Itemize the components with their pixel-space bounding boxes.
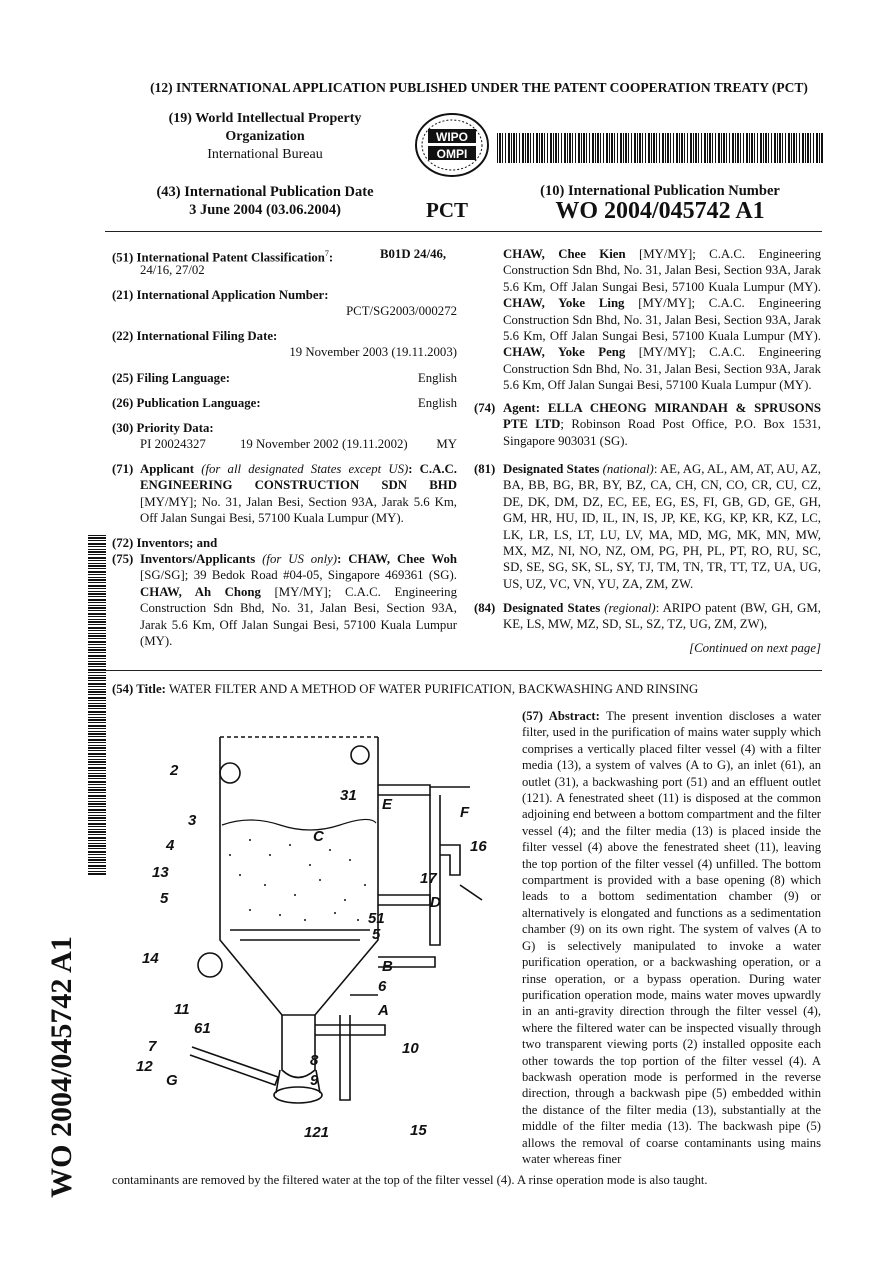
inventor-3: CHAW, Chee Kien [MY/MY]; C.A.C. Engineering Construction Sdn Bhd, No. 31, Jalan Besi, Section 93A, Jarak 5.6 Km, Off Jalan Sungai Besi, 57100 Kuala Lumpur (MY). CHAW, Yoke Ling [MY/MY]; C.A.C. Engineering Construction Sdn Bhd, No. 31, Jalan Besi, Section 93A, Jarak 5.6 Km, Off Jalan Sungai Besi, 57100 Kuala Lumpur (MY). CHAW, Yoke Peng [MY/MY]; C.A.C. Engineering Construction Sdn Bhd, No. 31, Jalan Besi, Section 93A, Jarak 5.6 Km, Off Jalan Sungai Besi, 57100 Kuala Lumpur (MY).	[503, 247, 821, 393]
field-84: Designated States (regional): ARIPO patent (BW, GH, GM, KE, LS, MW, MZ, SD, SL, SZ, TZ, UG, ZM, ZW),	[503, 601, 821, 632]
svg-text:10: 10	[402, 1040, 419, 1057]
svg-text:D: D	[430, 894, 441, 911]
svg-text:B: B	[382, 958, 393, 975]
svg-text:G: G	[166, 1072, 178, 1089]
field-22-label: (22) International Filing Date:	[112, 329, 278, 343]
pub-date-label: (43) International Publication Date	[156, 184, 374, 200]
wipo-logo	[413, 112, 491, 178]
svg-text:61: 61	[194, 1020, 211, 1037]
svg-text:14: 14	[142, 950, 159, 967]
field-25-label: (25) Filing Language:	[112, 371, 231, 385]
barcode	[497, 133, 823, 163]
svg-text:5: 5	[372, 926, 381, 943]
pub-number-value: WO 2004/045742 A1	[555, 198, 765, 224]
field-51-cont: 24/16, 27/02	[140, 263, 205, 277]
field-30-country: MY	[436, 437, 457, 451]
filter-figure	[130, 725, 515, 1145]
org-line2: Organization	[225, 129, 305, 144]
svg-text:16: 16	[470, 838, 487, 855]
svg-text:E: E	[382, 796, 393, 813]
field-75: Inventors/Applicants (for US only): CHAW, Chee Woh [SG/SG]; 39 Bedok Road #04-05, Singapore 469361 (SG). CHAW, Ah Chong [MY/MY]; C.A.C. Engineering Construction Sdn Bhd, No. 31, Jalan Besi, Section 93A, Jarak 5.6 Km, Off Jalan Sungai Besi, 57100 Kuala Lumpur (MY).	[140, 552, 457, 649]
svg-text:8: 8	[310, 1052, 319, 1069]
treaty-line: (12) INTERNATIONAL APPLICATION PUBLISHED UNDER THE PATENT COOPERATION TREATY (PCT)	[150, 80, 808, 95]
svg-text:A: A	[378, 1002, 389, 1019]
field-71-num: (71)	[112, 462, 134, 476]
field-74-num: (74)	[474, 401, 496, 415]
field-30-app: PI 20024327	[140, 437, 206, 451]
svg-text:15: 15	[410, 1122, 427, 1139]
field-22-value: 19 November 2003 (19.11.2003)	[289, 345, 457, 359]
svg-text:F: F	[460, 804, 470, 821]
svg-text:4: 4	[166, 837, 175, 854]
field-25-value: English	[417, 371, 457, 385]
pub-date-value: 3 June 2004 (03.06.2004)	[189, 202, 341, 218]
field-81: Designated States (national): AE, AG, AL, AM, AT, AU, AZ, BA, BB, BG, BR, BY, BZ, CA, CH, CN, CO, CR, CU, CZ, DE, DK, DM, DZ, EC, EE, EG, ES, FI, GB, GD, GE, GH, GM, HR, HU, ID, IL, IN, IS, JP, KE, KG, KP, KR, KZ, LC, LK, LR, LS, LT, LU, LV, MA, MD, MG, MK, MN, MW, MX, MZ, NI, NO, NZ, OM, PG, PH, PL, PT, RO, RU, SC, SD, SE, SG, SK, SL, SY, TJ, TM, TN, TR, TT, TZ, UA, UG, US, UZ, VC, VN, YU, ZA, ZM, ZW.	[503, 462, 821, 591]
title-divider	[105, 670, 822, 671]
svg-text:WIPO: WIPO	[436, 130, 468, 144]
svg-text:3: 3	[188, 812, 197, 829]
field-30-date: 19 November 2002 (19.11.2002)	[240, 437, 408, 451]
abstract-tail: contaminants are removed by the filtered water at the top of the filter vessel (4). A rinse operation mode is also taught.	[112, 1173, 708, 1187]
field-21-label: (21) International Application Number:	[112, 288, 329, 302]
field-75-num: (75)	[112, 552, 134, 566]
svg-text:9: 9	[310, 1072, 319, 1089]
field-21-value: PCT/SG2003/000272	[346, 304, 457, 318]
continued-note: [Continued on next page]	[689, 641, 821, 655]
field-26-label: (26) Publication Language:	[112, 396, 261, 410]
pub-number-label: (10) International Publication Number	[540, 183, 780, 199]
field-84-num: (84)	[474, 601, 496, 615]
org-line1: (19) World Intellectual Property	[168, 111, 362, 126]
field-71: Applicant (for all designated States except US): C.A.C. ENGINEERING CONSTRUCTION SDN BHD [MY/MY]; No. 31, Jalan Besi, Section 93A, Jarak 5.6 Km, Off Jalan Sungai Besi, 57100 Kuala Lumpur (MY).	[140, 462, 457, 526]
org-line3: International Bureau	[207, 147, 323, 162]
field-51: (51) International Patent Classification$^7$: B01D 24/46,	[112, 247, 447, 265]
svg-text:12: 12	[136, 1058, 153, 1075]
abstract: (57) Abstract: The present invention discloses a water filter, used in the purification of mains water supply which comprises a vertically placed filter vessel (4) with a filter media (13), a system of valves (A to G), an inlet (61), an outlet (31), a backwashing port (51) and an effluent outlet (121). A fenestrated sheet (11) is disposed at the common adjoining end between a bottom compartment and the filter vessel (4); and the filter media (13) is placed inside the filter vessel (4) above the fenestrated sheet (11), leaving the top portion of the filter vessel (4) unfilled. The bottom compartment is provided with a base opening (8) which leads to a bottom sedimentation chamber (9) or alternatively is elongated and functions as a sedimentation chamber (9) on its own right. The system of valves (A to G) is selectively manipulated to invoke a water purification operation, or a backwashing operation, or a rinse operation, or a bypass operation. During water purification operation mode, mains water moves upwardly in an anti-gravity direction through the filter vessel (4), where the filtered water can be inspected visually through two transparent viewing ports (2) installed opposite each other towards the top portion of the filter vessel (4). A backwash operation mode is performed in the reverse direction, through a backwash pipe (5) embedded within the distance of the filter media (13), substantially at the middle of the filter media (13). The backwash pipe (5) allows the removal of coarse contaminants using mains water whereas finer	[522, 709, 821, 1166]
svg-text:OMPI: OMPI	[436, 147, 468, 161]
title-line: (54) Title: WATER FILTER AND A METHOD OF WATER PURIFICATION, BACKWASHING AND RINSING	[112, 682, 699, 696]
field-26-value: English	[417, 396, 457, 410]
pct-label: PCT	[426, 198, 468, 222]
header-divider	[105, 231, 822, 232]
svg-text:2: 2	[170, 762, 179, 779]
field-30-label: (30) Priority Data:	[112, 421, 214, 435]
field-81-num: (81)	[474, 462, 496, 476]
svg-text:6: 6	[378, 978, 387, 995]
svg-text:C: C	[313, 828, 324, 845]
svg-text:7: 7	[148, 1038, 157, 1055]
svg-text:51: 51	[368, 910, 385, 927]
svg-text:121: 121	[304, 1124, 330, 1141]
svg-text:17: 17	[420, 870, 437, 887]
svg-text:13: 13	[152, 864, 169, 881]
field-72: (72) Inventors; and	[112, 536, 218, 550]
svg-text:11: 11	[174, 1001, 190, 1018]
side-barcode	[88, 535, 106, 875]
field-74: Agent: ELLA CHEONG MIRANDAH & SPRUSONS PTE LTD; Robinson Road Post Office, P.O. Box 1531, Singapore 903031 (SG).	[503, 401, 821, 448]
svg-text:5: 5	[160, 890, 169, 907]
side-publication-number: WO 2004/045742 A1	[45, 936, 78, 1198]
svg-text:31: 31	[340, 787, 357, 804]
